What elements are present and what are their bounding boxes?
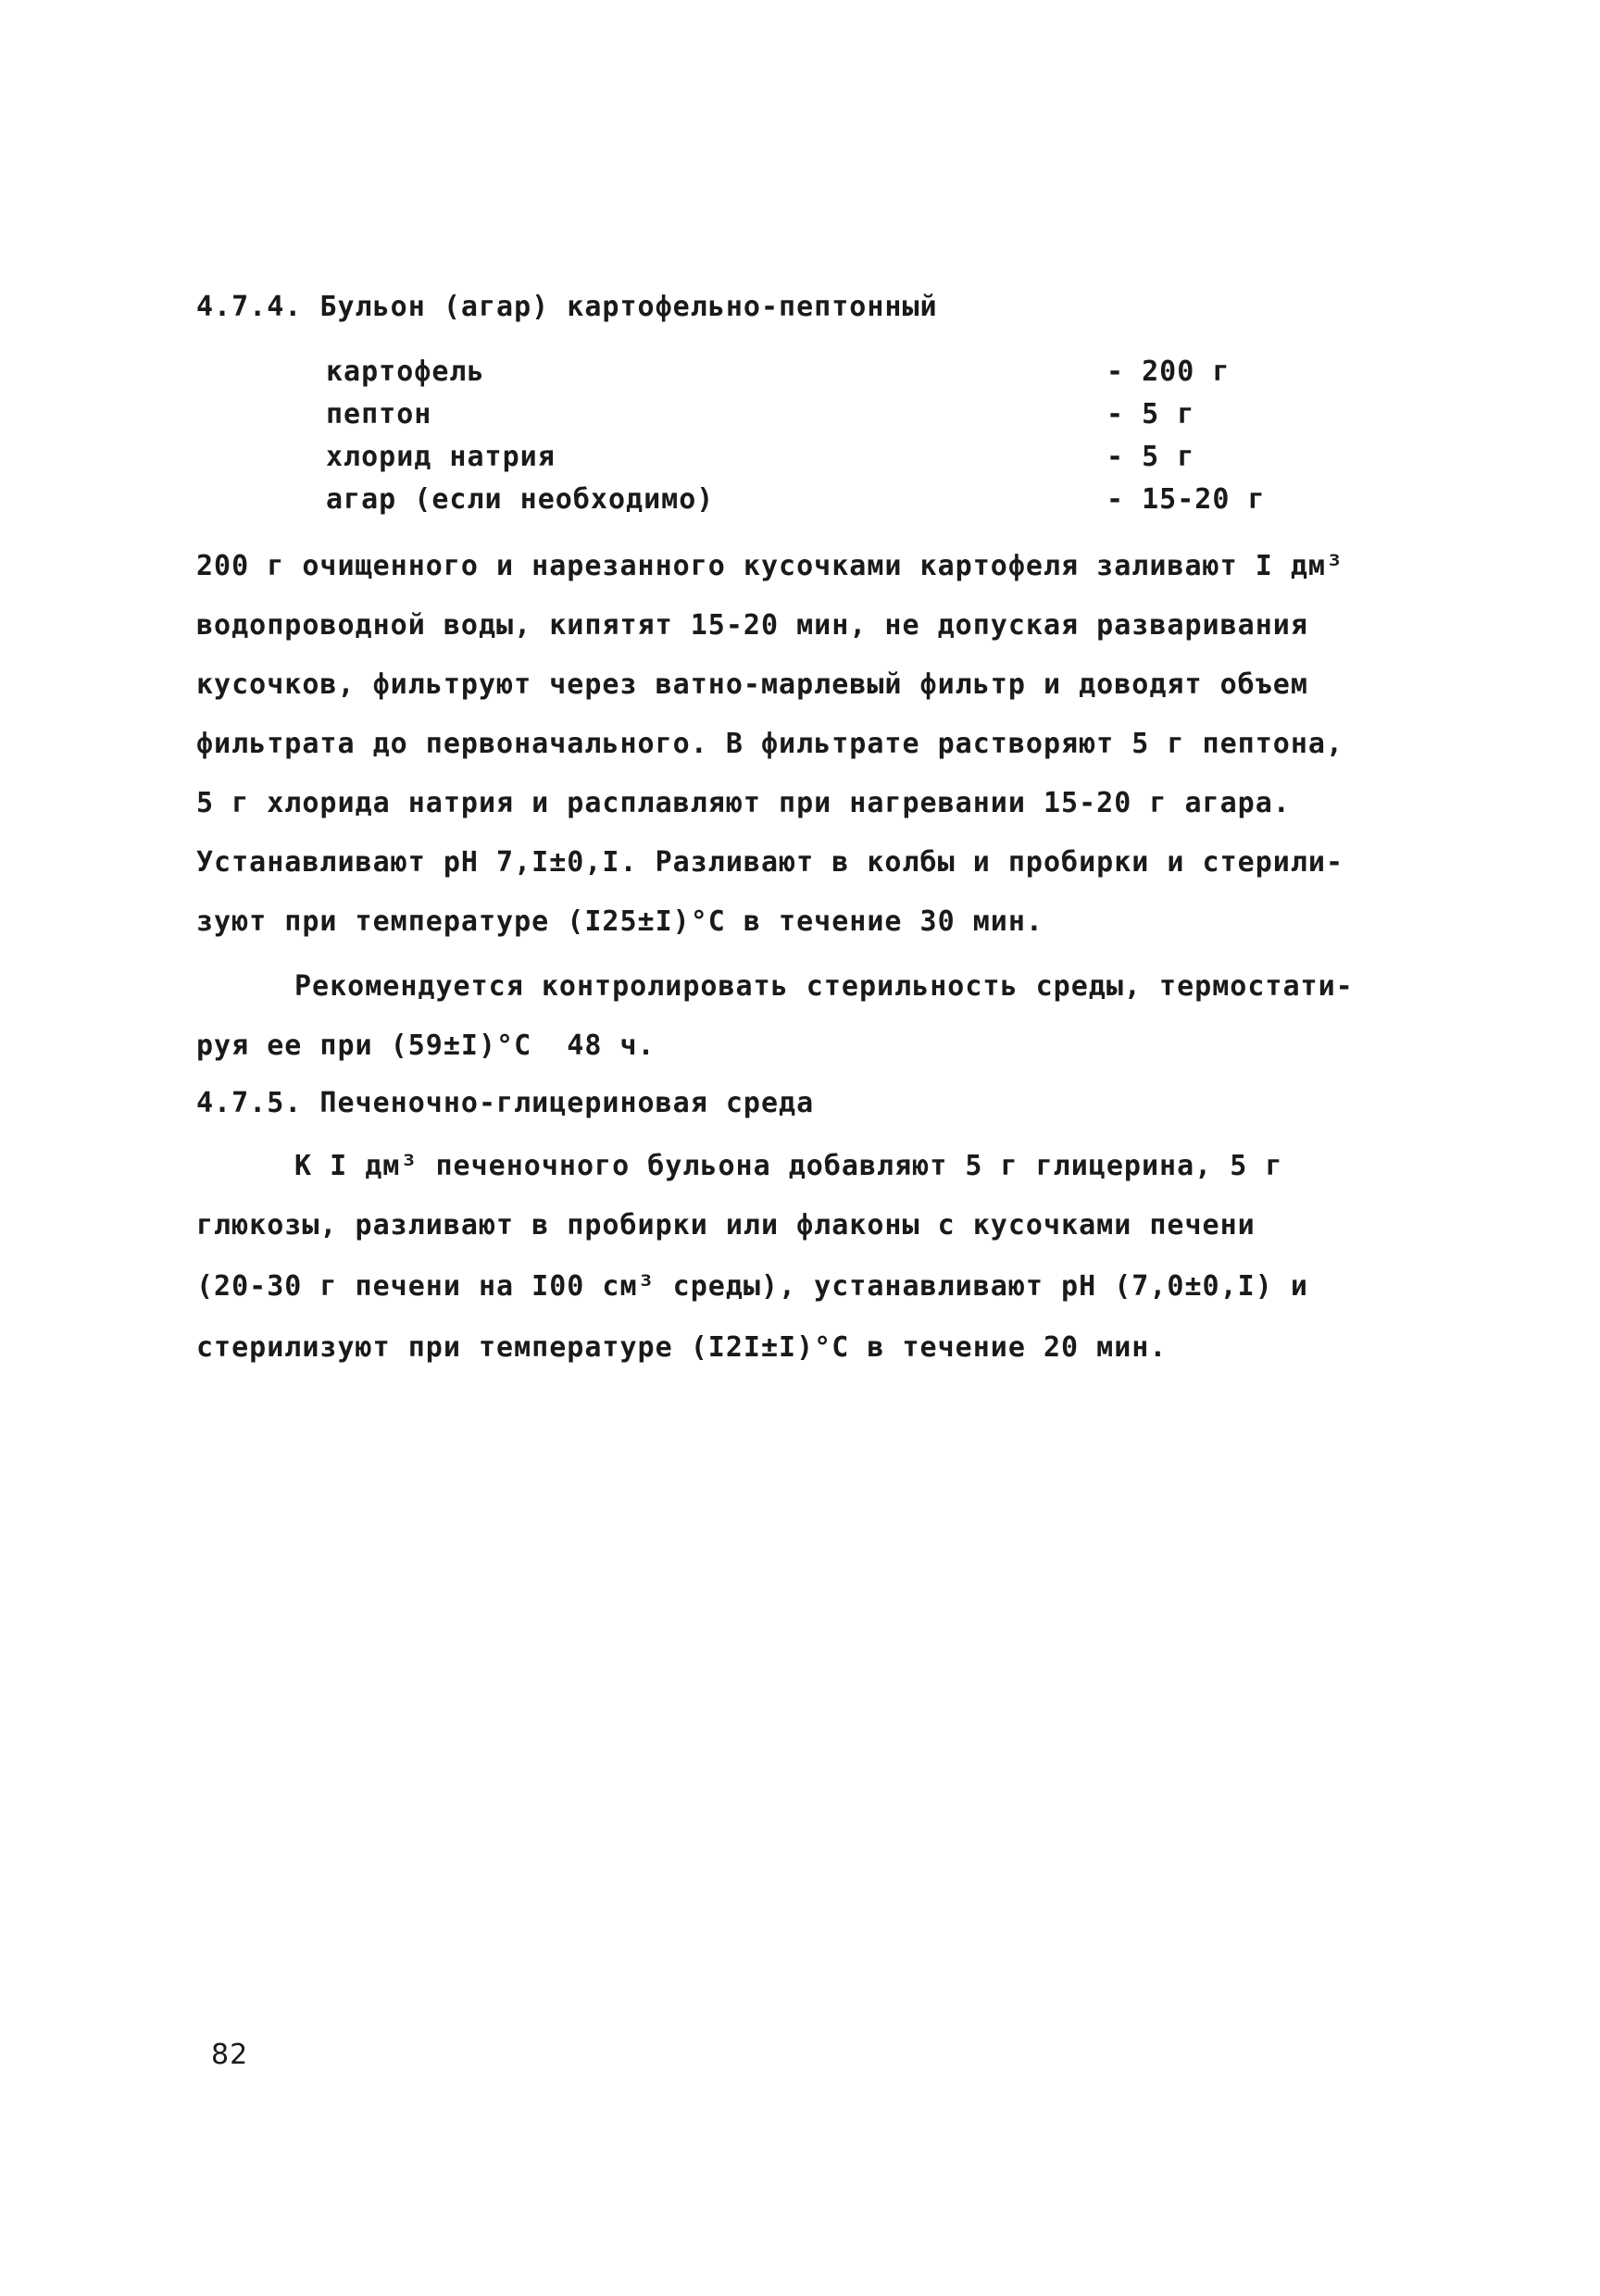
paragraph-line: кусочков, фильтруют через ватно-марлевый фильтр и доводят объем <box>196 668 1308 701</box>
paragraph-line: К I дм³ печеночного бульона добавляют 5 г глицерина, 5 г <box>294 1150 1283 1182</box>
section-heading: 4.7.5. Печеночно-глицериновая среда <box>196 1087 815 1119</box>
paragraph-line: 5 г хлорида натрия и расплавляют при нагревании 15-20 г агара. <box>196 787 1291 819</box>
paragraph-line: фильтрата до первоначального. В фильтрате растворяют 5 г пептона, <box>196 728 1344 760</box>
paragraph-line: глюкозы, разливают в пробирки или флаконы с кусочками печени <box>196 1209 1256 1242</box>
note-line: руя ее при (59±I)°С 48 ч. <box>196 1029 656 1062</box>
section-heading: 4.7.4. Бульон (агар) картофельно-пептонный <box>196 291 938 323</box>
ingredient-amount: - 200 г <box>1106 356 1231 388</box>
paragraph-line: водопроводной воды, кипятят 15-20 мин, не допуская разваривания <box>196 609 1308 642</box>
paragraph-line: (20-30 г печени на I00 см³ среды), устанавливают pH (7,0±0,I) и <box>196 1270 1308 1303</box>
ingredient-name: хлорид натрия <box>326 441 556 473</box>
ingredient-amount: - 5 г <box>1106 441 1195 473</box>
ingredient-name: пептон <box>326 398 432 430</box>
ingredient-amount: - 5 г <box>1106 398 1195 430</box>
paragraph-line: 200 г очищенного и нарезанного кусочками картофеля заливают I дм³ <box>196 550 1344 582</box>
ingredient-name: агар (если необходимо) <box>326 483 715 516</box>
note-line: Рекомендуется контролировать стерильность среды, термостати- <box>294 970 1354 1003</box>
paragraph-line: Устанавливают pH 7,I±0,I. Разливают в колбы и пробирки и стерили- <box>196 846 1344 879</box>
paragraph-line: стерилизуют при температуре (I2I±I)°С в течение 20 мин. <box>196 1331 1168 1364</box>
paragraph-line: зуют при температуре (I25±I)°С в течение 30 мин. <box>196 905 1044 938</box>
page-number: 82 <box>211 2039 249 2071</box>
ingredient-amount: - 15-20 г <box>1106 483 1266 516</box>
ingredient-name: картофель <box>326 356 485 388</box>
